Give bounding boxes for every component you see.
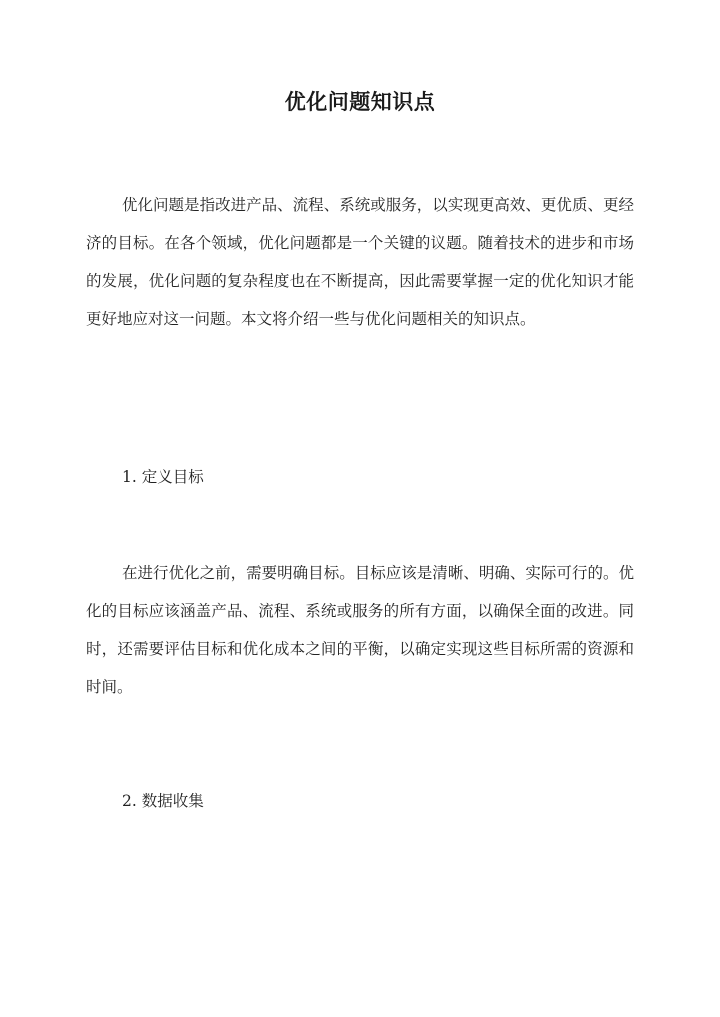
document-title: 优化问题知识点	[284, 89, 436, 114]
section-heading-define-goal: 1. 定义目标	[122, 468, 204, 486]
intro-paragraph: 优化问题是指改进产品、流程、系统或服务，以实现更高效、更优质、更经济的目标。在各个领域，优化问题都是一个关键的议题。随着技术的进步和市场的发展，优化问题的复杂程度也在不断提高，因此需要掌握一定的优化知识才能更好地应对这一问题。本文将介绍一些与优化问题相关的知识点。	[86, 196, 634, 328]
section-body-define-goal: 在进行优化之前，需要明确目标。目标应该是清晰、明确、实际可行的。优化的目标应该涵盖产品、流程、系统或服务的所有方面，以确保全面的改进。同时，还需要评估目标和优化成本之间的平衡，以确定实现这些目标所需的资源和时间。	[86, 564, 634, 696]
section-heading-data-collection: 2. 数据收集	[122, 792, 204, 810]
